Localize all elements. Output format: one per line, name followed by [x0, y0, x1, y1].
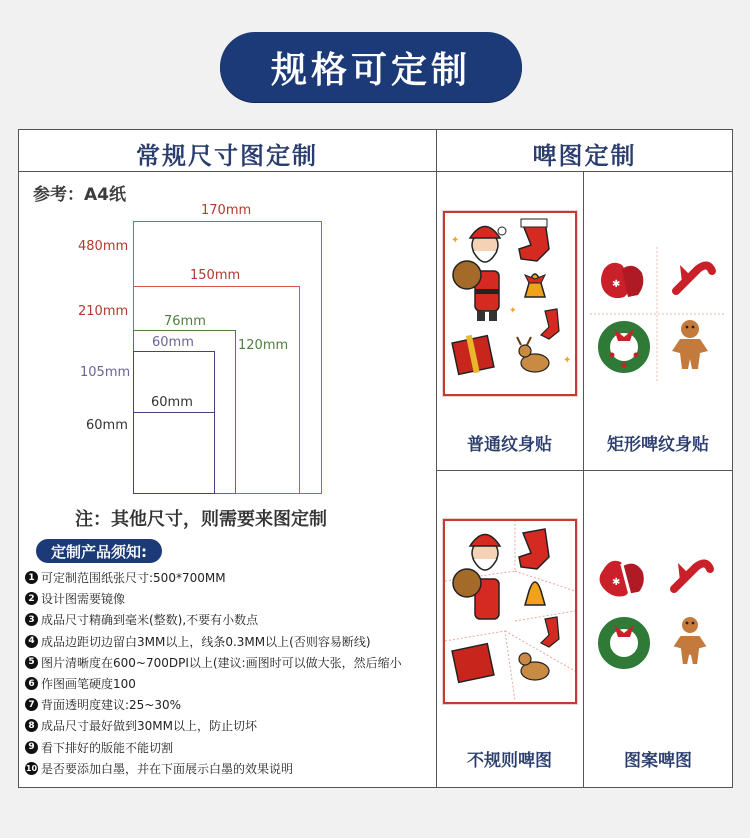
notice-text: 设计图需要镜像 [41, 592, 126, 607]
svg-text:✦: ✦ [509, 306, 517, 316]
right-column-divider [583, 171, 584, 788]
notice-title-badge [36, 539, 162, 563]
notice-text: 图片清晰度在600~700DPI以上(建议:画图时可以做大张，然后缩小 [41, 655, 402, 670]
rect-die-cut-image [590, 247, 724, 381]
svg-text:✦: ✦ [563, 355, 572, 366]
notice-item [25, 652, 435, 673]
dim-76mm: 76mm [164, 314, 206, 329]
size-box-60x60 [133, 412, 215, 494]
dim-60mm-height: 60mm [86, 418, 128, 433]
svg-text:✦: ✦ [451, 235, 460, 246]
header-divider [18, 171, 733, 172]
custom-size-note: 注：其他尺寸，则需要来图定制 [75, 509, 327, 530]
dim-60mm-a: 60mm [152, 335, 194, 350]
notice-number: 4 [25, 635, 38, 648]
notice-text: 可定制范围纸张尺寸:500*700MM [41, 571, 226, 586]
notice-title: 定制产品须知: [51, 542, 147, 561]
notice-number: 2 [25, 592, 38, 605]
notice-item [25, 631, 435, 652]
notice-item [25, 673, 435, 694]
notice-number: 1 [25, 571, 38, 584]
pattern-stickers-illustration [592, 545, 722, 675]
notice-item [25, 567, 435, 588]
notice-text: 成品尺寸最好做到30MM以上，防止切坏 [41, 719, 257, 734]
dim-120mm: 120mm [238, 338, 289, 353]
irregular-die-cut-image [443, 519, 577, 704]
notice-text: 作图画笔硬度100 [41, 677, 136, 692]
notice-number: 5 [25, 656, 38, 669]
irregular-stickers-illustration [445, 521, 575, 702]
notice-text: 是否要添加白墨，并在下面展示白墨的效果说明 [41, 761, 294, 776]
notice-item [25, 609, 435, 630]
caption-rect-die-cut: 矩形啤纹身贴 [607, 435, 709, 455]
dim-480mm: 480mm [78, 239, 129, 254]
notice-number: 10 [25, 763, 38, 773]
notice-number: 3 [25, 613, 38, 626]
right-row-divider [436, 470, 733, 471]
column-divider [436, 129, 437, 788]
caption-regular-tattoo: 普通纹身贴 [467, 435, 552, 455]
notice-item [25, 715, 435, 736]
notice-text: 成品尺寸精确到毫米(整数),不要有小数点 [41, 613, 259, 628]
notice-item [25, 694, 435, 715]
rect-stickers-illustration [590, 247, 724, 381]
notice-item [25, 588, 435, 609]
die-cut-header: 啤图定制 [532, 142, 637, 170]
notice-text: 看下排好的版能不能切割 [41, 740, 174, 755]
notice-number: 6 [25, 677, 38, 690]
regular-size-header: 常规尺寸图定制 [136, 142, 318, 170]
caption-irregular-die-cut: 不规则啤图 [467, 751, 552, 771]
svg-text:✱: ✱ [612, 577, 621, 588]
dim-150mm: 150mm [190, 268, 241, 283]
notice-number: 8 [25, 719, 38, 732]
caption-pattern-die-cut: 图案啤图 [624, 751, 692, 771]
page-title: 规格可定制 [270, 49, 471, 91]
christmas-stickers-illustration [445, 213, 575, 394]
notice-number: 9 [25, 741, 38, 754]
reference-label: 参考：A4纸 [33, 185, 126, 205]
dim-210mm: 210mm [78, 304, 129, 319]
regular-tattoo-sheet-image [443, 211, 577, 396]
notice-text: 成品边距切边留白3MM以上，线条0.3MM以上(否则容易断线) [41, 634, 371, 649]
notice-item [25, 737, 435, 758]
dim-60mm-b: 60mm [151, 395, 193, 410]
notice-list [25, 567, 435, 779]
dim-170mm: 170mm [201, 203, 252, 218]
page-title-banner [220, 32, 522, 102]
dim-105mm: 105mm [80, 365, 131, 380]
notice-item [25, 758, 435, 779]
notice-text: 背面透明度建议:25~30% [41, 698, 182, 713]
svg-text:✱: ✱ [612, 279, 621, 290]
notice-number: 7 [25, 698, 38, 711]
pattern-die-cut-image [592, 545, 722, 675]
